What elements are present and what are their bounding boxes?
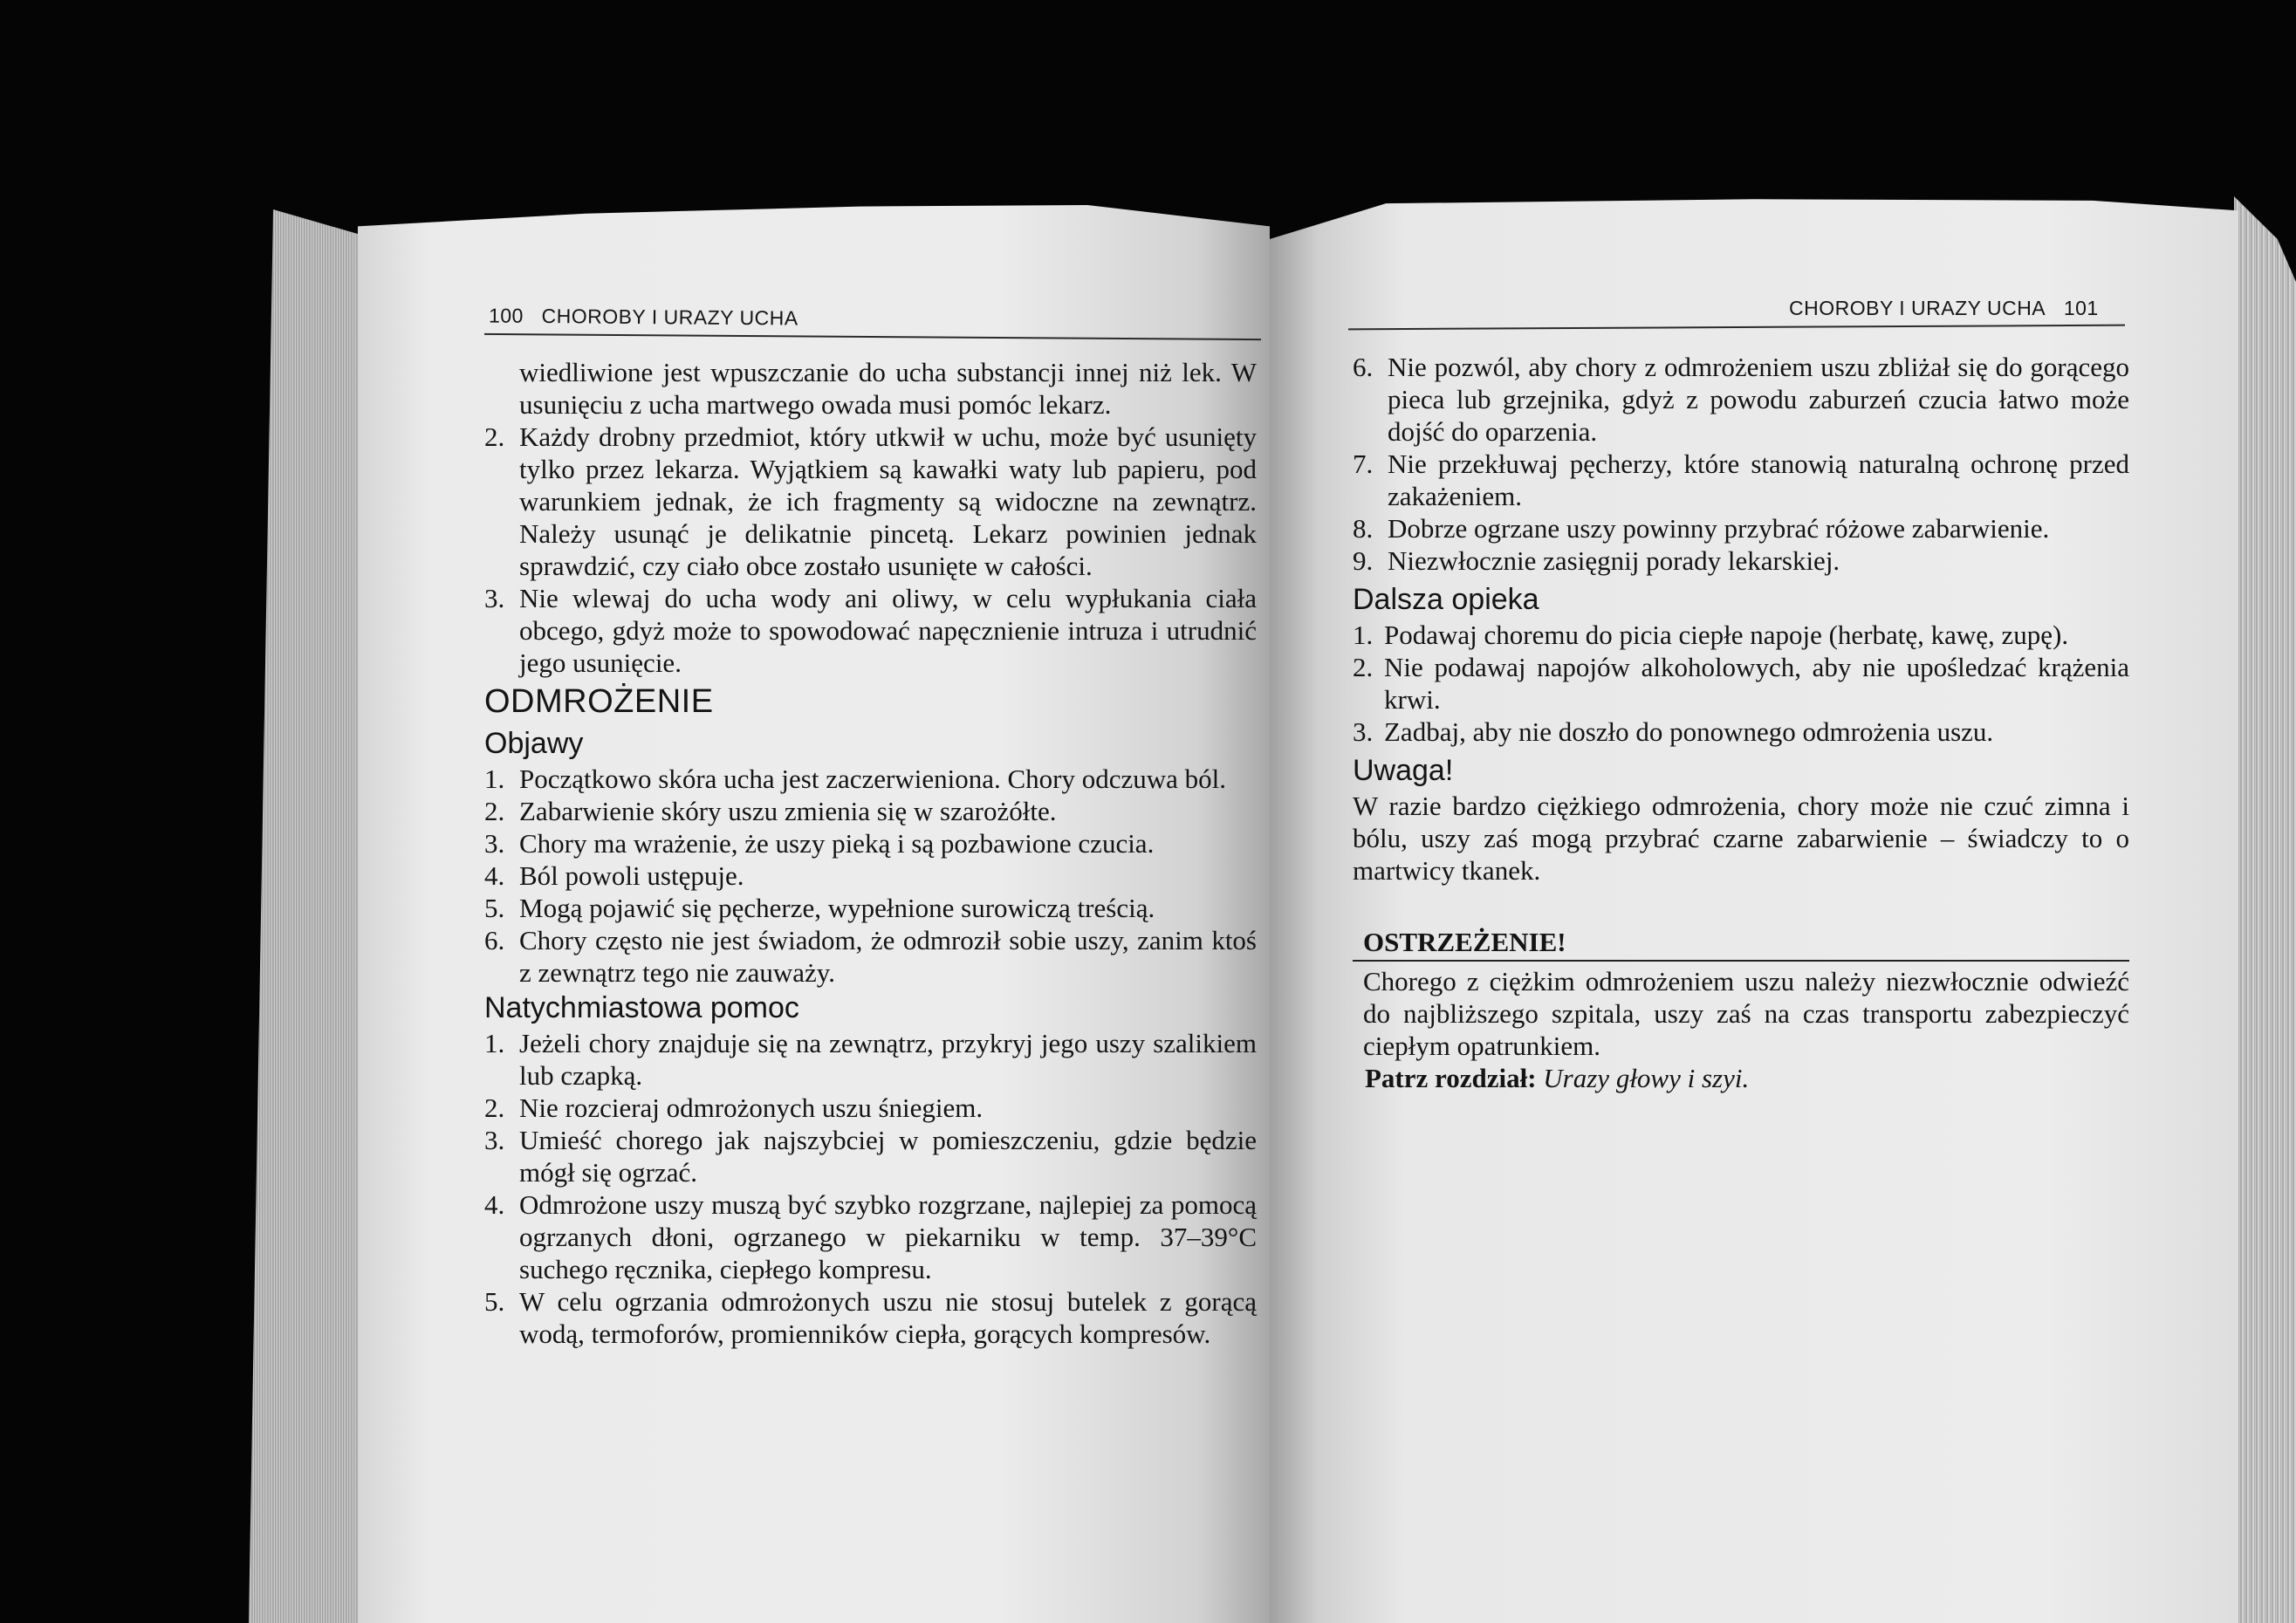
left-running-title: CHOROBY I URAZY UCHA <box>541 304 798 330</box>
warning-heading: OSTRZEŻENIE! <box>1363 927 1566 957</box>
intro-continuation: wiedliwione jest wpuszczanie do ucha substancji innej niż lek. W usunięciu z ucha martwego owada musi pomóc lekarz. <box>519 357 1257 420</box>
right-running-head <box>1789 297 2099 320</box>
list-item: 9. Niezwłocznie zasięgnij porady lekarskiej. <box>1353 545 1840 576</box>
see-reference: Urazy głowy i szyi. <box>1543 1063 1750 1093</box>
right-column <box>1353 351 2129 1094</box>
list-item: 6. Nie pozwól, aby chory z odmrożeniem uszu zbliżał się do gorącego pieca lub grzejnika, gdyż z powodu zaburzeń czucia łatwo może dojść do oparzenia. <box>1353 352 2129 447</box>
page-edges-left <box>249 209 371 1623</box>
note-heading: Uwaga! <box>1353 754 1454 787</box>
list-item: 2. Każdy drobny przedmiot, który utkwił w uchu, może być usunięty tylko przez lekarza. Wyjątkiem są kawałki waty lub papieru, pod warunkiem jednak, że ich fragmenty są widoczne na zewnątrz. Należy usunąć je delikatnie pincetą. Lekarz powinien jednak sprawdzić, czy ciało obce zostało usunięte w całości. <box>484 421 1257 581</box>
warning-box <box>1353 925 2129 1062</box>
list-item: 4. Odmrożone uszy muszą być szybko rozgrzane, najlepiej za pomocą ogrzanych dłoni, ogrzanego w piekarniku w temp. 37–39°C suchego ręcznika, ciepłego kompresu. <box>484 1189 1257 1284</box>
further-care-list <box>1353 619 2129 748</box>
symptoms-list <box>484 763 1257 989</box>
section-title: ODMROŻENIE <box>484 683 714 720</box>
first-aid-continued-list <box>1353 351 2129 577</box>
left-page-number: 100 <box>488 304 524 327</box>
right-running-title: CHOROBY I URAZY UCHA <box>1789 297 2046 319</box>
list-item: 1. Jeżeli chory znajduje się na zewnątrz, przykryj jego uszy szalikiem lub czapką. <box>484 1028 1257 1091</box>
list-item: 5. Mogą pojawić się pęcherze, wypełnione surowiczą treścią. <box>484 893 1155 923</box>
note-text: W razie bardzo ciężkiego odmrożenia, chory może nie czuć zimna i bólu, uszy zaś mogą przybrać czarne zabarwienie – świadczy to o martwicy tkanek. <box>1353 791 2129 886</box>
list-item: 3. Nie wlewaj do ucha wody ani oliwy, w celu wypłukania ciała obcego, gdyż może to spowodować napęcznienie intruza i utrudnić jego usunięcie. <box>484 583 1257 678</box>
list-item: 3. Umieść chorego jak najszybciej w pomieszczeniu, gdzie będzie mógł się ogrzać. <box>484 1125 1257 1188</box>
warning-rule <box>1353 960 2129 962</box>
symptoms-heading: Objawy <box>484 727 584 760</box>
list-item: 3. Zadbaj, aby nie doszło do ponownego odmrożenia uszu. <box>1353 716 1994 747</box>
first-aid-list <box>484 1027 1257 1350</box>
left-column <box>484 356 1257 1350</box>
list-item: 8. Dobrze ogrzane uszy powinny przybrać różowe zabarwienie. <box>1353 513 2050 544</box>
continued-list <box>484 421 1257 679</box>
list-item: 7. Nie przekłuwaj pęcherzy, które stanowią naturalną ochronę przed zakażeniem. <box>1353 449 2129 511</box>
see-label: Patrz rozdział: <box>1365 1063 1537 1093</box>
further-care-heading: Dalsza opieka <box>1353 583 1539 616</box>
left-running-head <box>489 304 798 330</box>
list-item: 2. Nie podawaj napojów alkoholowych, aby nie upośledzać krążenia krwi. <box>1353 652 2129 715</box>
list-item: 2. Zabarwienie skóry uszu zmienia się w szarożółte. <box>484 796 1057 826</box>
see-also <box>1353 1062 2129 1094</box>
list-item: 5. W celu ogrzania odmrożonych uszu nie stosuj butelek z gorącą wodą, termoforów, promienników ciepła, gorących kompresów. <box>484 1286 1257 1349</box>
list-item: 3. Chory ma wrażenie, że uszy pieką i są pozbawione czucia. <box>484 828 1155 859</box>
right-page-number: 101 <box>2063 297 2099 319</box>
list-item: 1. Początkowo skóra ucha jest zaczerwieniona. Chory odczuwa ból. <box>484 764 1227 794</box>
list-item: 2. Nie rozcieraj odmrożonych uszu śniegiem. <box>484 1092 984 1123</box>
warning-text: Chorego z ciężkim odmrożeniem uszu należy niezwłocznie odwieźć do najbliższego szpitala, uszy zaś na czas transportu zabezpieczyć ciepłym opatrunkiem. <box>1363 966 2129 1061</box>
page-edges-right <box>2234 196 2296 1623</box>
first-aid-heading: Natychmiastowa pomoc <box>484 991 799 1024</box>
list-item: 1. Podawaj choremu do picia ciepłe napoje (herbatę, kawę, zupę). <box>1353 620 2069 650</box>
list-item: 6. Chory często nie jest świadom, że odmroził sobie uszy, zanim ktoś z zewnątrz tego nie zauważy. <box>484 925 1257 988</box>
list-item: 4. Ból powoli ustępuje. <box>484 860 744 891</box>
